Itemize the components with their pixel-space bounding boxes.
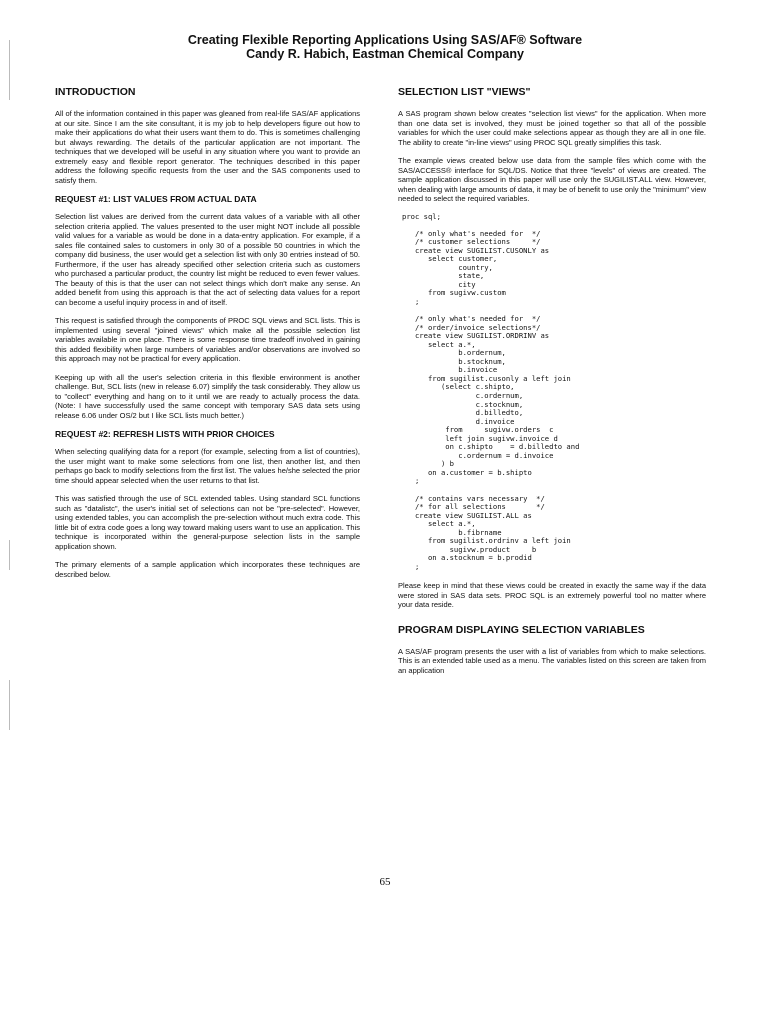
paper-title: Creating Flexible Reporting Applications Using SAS/AF® Software	[187, 33, 583, 47]
selection-views-heading: SELECTION LIST "VIEWS"	[398, 86, 531, 98]
request1-paragraph-1: Selection list values are derived from the current data values of a variable with all other selection criteria applied. The values presented to the user might NOT include all possible valid values for a variable as would be done in a data-entry application. For example, if a sales file contained sales to customers in only 30 of a possible 50 countries in which the company did business, the user would get a selection list with only 30 entries instead of 50. Furthermore, if the user has already specified other selection criteria such as customers who purchased a particular product, the country list might be reduced to even fewer values. The beauty of this is that the user can not select things which don't make any sense. An added benefit from using this approach is that the act of selecting data values for a report can become a useful inquiry process in and of itself.	[55, 212, 360, 307]
scan-margin-mark	[9, 680, 10, 730]
request2-paragraph-3: The primary elements of a sample application which incorporates these techniques are described below.	[55, 560, 360, 579]
selection-paragraph-2: The example views created below use data from the sample files which come with the SAS/ACCESS® interface for SQL/DS. Notice that three "levels" of views are created. The sample application discussed in this paper will use only the SUGILIST.ALL view. However, when dealing with large amounts of data, it may be of benefit to use only the "minimum" view needed to select the required variables.	[398, 156, 706, 203]
request1-paragraph-2: This request is satisfied through the components of PROC SQL views and SCL lists. This is implemented using several "joined views" which make all the possible selection list variables available in one place. There is some response time tradeoff involved in gaining this added flexibility when large numbers of variables and/or observations are involved so this approach may not be practical for every application.	[55, 316, 360, 363]
left-column	[55, 86, 360, 588]
program-heading: PROGRAM DISPLAYING SELECTION VARIABLES	[398, 623, 645, 636]
program-paragraph: A SAS/AF program presents the user with a list of variables from which to make selections. This is an extended table used as a menu. The variables listed on this screen are taken from an application	[398, 646, 706, 675]
request2-paragraph-2: This was satisfied through the use of SCL extended tables. Using standard SCL functions such as "datalistc", the user's initial set of selections can not be "pre-selected". However, using extended tables, you can accomplish the pre-selection without much extra code. This little bit of extra code goes a long way toward making users want to use an application. This technique is incorporated within the general-purpose selection lists in the sample application shown.	[55, 494, 360, 551]
introduction-paragraph: All of the information contained in this paper was gleaned from real-life SAS/AF applications at our site. Since I am the site consultant, it is my job to help developers figure out how to make their applications do what their users want them to do. This is sometimes challenging but always rewarding. The details of the particular application are not important. The techniques that we developed will be useful in any situation where you want to provide an extremely easy and flexible report generator. The techniques described in this paper address the following specific requests from the user and the SAS components used to satisfy them.	[55, 109, 360, 185]
sql-code-listing: proc sql; /* only what's needed for */ /* customer selections */ create view SUGILIST.CUSONLY as select customer, country, state, city from sugivw.custom ; /* only what's needed for */ /* order/invoice selections*/ create view SUGILIST.ORDRINV as select a.*, b.ordernum, b.stocknum, b.invoice from sugilist.cusonly a left join (select c.shipto, c.ordernum, c.stocknum, d.billedto, d.invoice from sugivw.orders c left join sugivw.invoice d on c.shipto = d.billedto and c.ordernum = d.invoice ) b on a.customer = b.shipto ; /* contains vars necessary */ /* for all selections */ create view SUGILIST.ALL as select a.*, b.fibrname from sugilist.ordrinv a left join sugivw.product b on a.stocknum = b.prodid ;	[402, 211, 580, 571]
selection-paragraph-1: A SAS program shown below creates "selection list views" for the application. When more than one data set is involved, they must be joined together so that all of the possible variables for which the user could make selections appear as though they are all in one file. The ability to create "in-line views" using PROC SQL greatly simplifies this task.	[398, 109, 706, 147]
request1-paragraph-3: Keeping up with all the user's selection criteria in this flexible environment is another challenge. But, SCL lists (new in release 6.07) simplify the task considerably. They allow us to "collect" everything and hang on to it until we are ready to actually process the data. (Note: I have successfully used the same concept with temporary SAS data sets using release 6.06 under OS/2 but I like SCL lists much better.)	[55, 372, 360, 420]
request2-heading: REQUEST #2: REFRESH LISTS WITH PRIOR CHOICES	[55, 429, 275, 439]
request1-heading: REQUEST #1: LIST VALUES FROM ACTUAL DATA	[55, 194, 257, 204]
selection-paragraph-3: Please keep in mind that these views could be created in exactly the same way if the data were stored in SAS data sets. PROC SQL is an extremely powerful tool no matter where your data reside.	[398, 581, 706, 610]
request2-paragraph-1: When selecting qualifying data for a report (for example, selecting from a list of countries), the user might want to make some selections from one list, then another list, and then perhaps go back to modify selections from the first list. The values he/she selected the prior time should appear selected when the user returns to that list.	[55, 447, 360, 485]
introduction-heading: INTRODUCTION	[55, 86, 136, 98]
right-column	[398, 86, 706, 684]
page-number: 65	[379, 876, 391, 888]
paper-author: Candy R. Habich, Eastman Chemical Company	[246, 47, 524, 61]
scan-margin-mark	[9, 540, 10, 570]
